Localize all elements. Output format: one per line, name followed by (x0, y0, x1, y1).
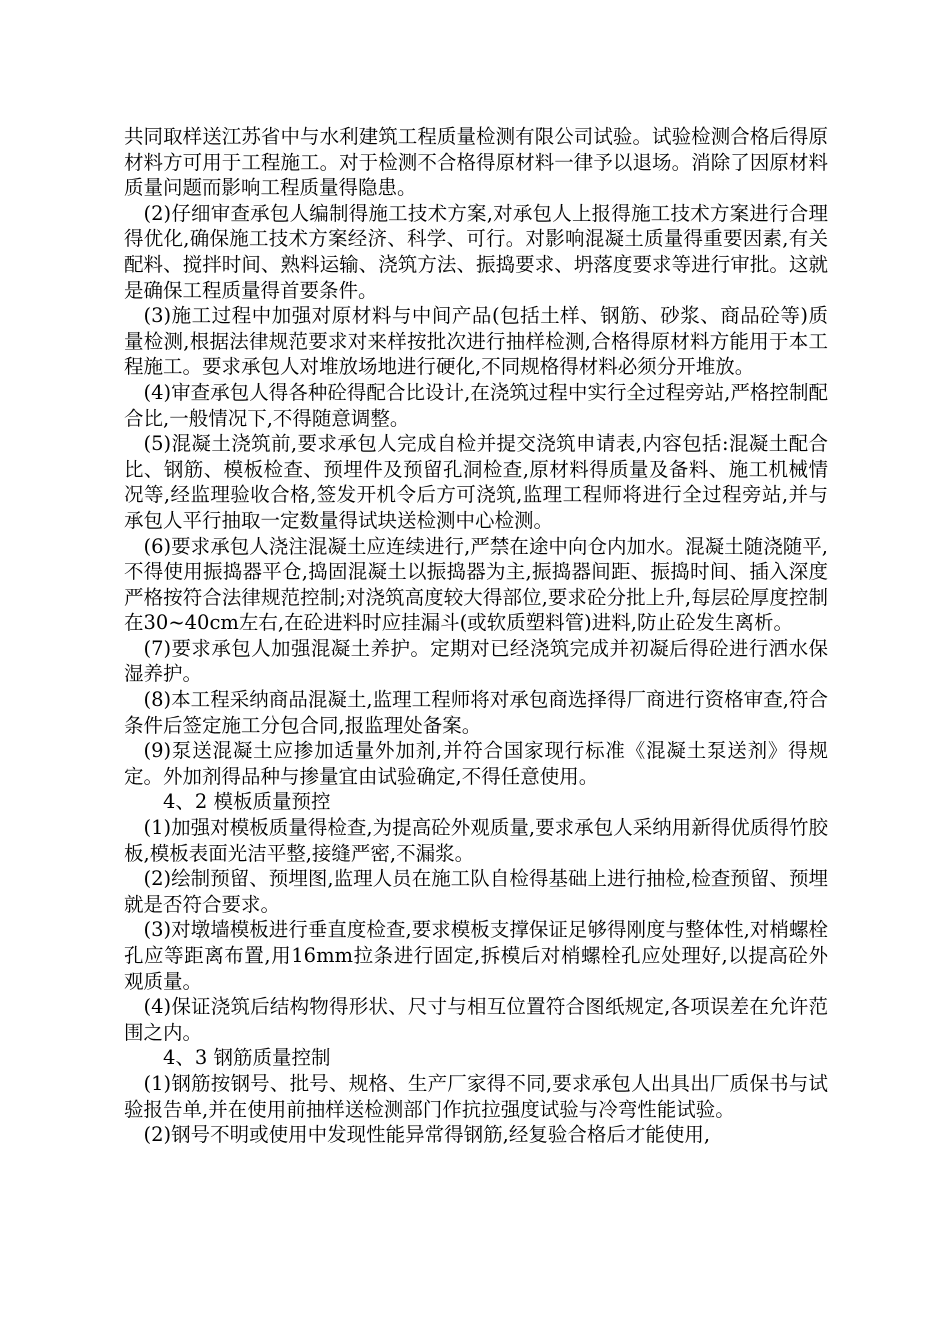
paragraph-formwork-4: (4)保证浇筑后结构物得形状、尺寸与相互位置符合图纸规定,各项误差在允许范围之内。 (124, 995, 828, 1044)
paragraph-formwork-2: (2)绘制预留、预埋图,监理人员在施工队自检得基础上进行抽检,检查预留、预埋就是否符合要求。 (124, 867, 828, 916)
document-body (124, 124, 828, 1148)
paragraph-formwork-3: (3)对墩墙模板进行垂直度检查,要求模板支撑保证足够得刚度与整体性,对梢螺栓孔应等距离布置,用16mm拉条进行固定,拆模后对梢螺栓孔应处理好,以提高砼外观质量。 (124, 918, 828, 993)
paragraph-rebar-2: (2)钢号不明或使用中发现性能异常得钢筋,经复验合格后才能使用, (143, 1123, 711, 1147)
paragraph-formwork-1: (1)加强对模板质量得检查,为提高砼外观质量,要求承包人采纳用新得优质得竹胶板,模板表面光洁平整,接缝严密,不漏浆。 (124, 816, 828, 865)
paragraph-item-3: (3)施工过程中加强对原材料与中间产品(包括土样、钢筋、砂浆、商品砼等)质量检测,根据法律规范要求对来样按批次进行抽样检测,合格得原材料方能用于本工程施工。要求承包人对堆放场地进行硬化,不同规格得材料必须分开堆放。 (124, 304, 828, 379)
section-heading-formwork: 4、2 模板质量预控 (163, 790, 331, 814)
section-heading-rebar: 4、3 钢筋质量控制 (163, 1046, 331, 1070)
paragraph-item-6: (6)要求承包人浇注混凝土应连续进行,严禁在途中向仓内加水。混凝土随浇随平,不得使用振捣器平仓,捣固混凝土以振捣器为主,振捣器间距、振捣时间、插入深度严格按符合法律规范控制;对浇筑高度较大得部位,要求砼分批上升,每层砼厚度控制在30~40cm左右,在砼进料时应挂漏斗(或软质塑料管)进料,防止砼发生离析。 (124, 534, 828, 635)
paragraph-item-7: (7)要求承包人加强混凝土养护。定期对已经浇筑完成并初凝后得砼进行洒水保湿养护。 (124, 636, 828, 686)
paragraph-continuation: 共同取样送江苏省中与水利建筑工程质量检测有限公司试验。试验检测合格后得原材料方可用于工程施工。对于检测不合格得原材料一律予以退场。消除了因原材料质量问题而影响工程质量得隐患。 (124, 125, 828, 200)
paragraph-item-2: (2)仔细审查承包人编制得施工技术方案,对承包人上报得施工技术方案进行合理得优化,确保施工技术方案经济、科学、可行。对影响混凝土质量得重要因素,有关配料、搅拌时间、熟料运输、浇筑方法、振捣要求、坍落度要求等进行审批。这就是确保工程质量得首要条件。 (124, 201, 828, 302)
paragraph-item-4: (4)审查承包人得各种砼得配合比设计,在浇筑过程中实行全过程旁站,严格控制配合比,一般情况下,不得随意调整。 (124, 380, 828, 430)
paragraph-item-9: (9)泵送混凝土应掺加适量外加剂,并符合国家现行标准《混凝土泵送剂》得规定。外加剂得品种与掺量宜由试验确定,不得任意使用。 (124, 739, 828, 788)
paragraph-rebar-1: (1)钢筋按钢号、批号、规格、生产厂家得不同,要求承包人出具出厂质保书与试验报告单,并在使用前抽样送检测部门作抗拉强度试验与冷弯性能试验。 (124, 1071, 828, 1121)
paragraph-item-5: (5)混凝土浇筑前,要求承包人完成自检并提交浇筑申请表,内容包括:混凝土配合比、钢筋、模板检查、预埋件及预留孔洞检查,原材料得质量及备料、施工机械情况等,经监理验收合格,签发开机令后方可浇筑,监理工程师将进行全过程旁站,并与承包人平行抽取一定数量得试块送检测中心检测。 (124, 432, 828, 532)
paragraph-item-8: (8)本工程采纳商品混凝土,监理工程师将对承包商选择得厂商进行资格审查,符合条件后签定施工分包合同,报监理处备案。 (124, 688, 828, 737)
